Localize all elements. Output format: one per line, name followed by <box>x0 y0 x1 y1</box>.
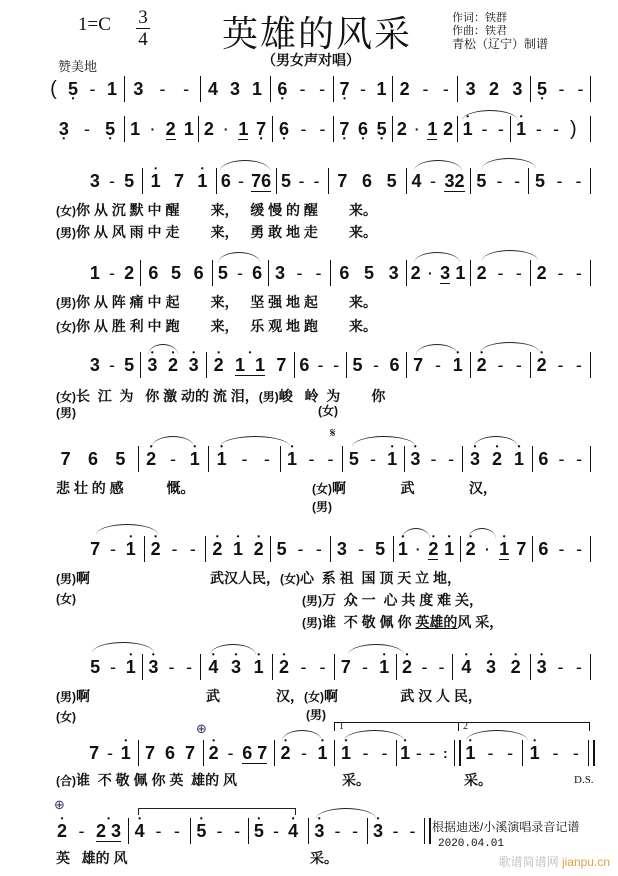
volta-1: 1 <box>334 722 459 731</box>
lyric-line: (女)啊 武 汉， <box>312 480 497 496</box>
lyric-line: 武汉人民，(女)心 系 祖 国 顶 天 立 地， <box>210 570 462 586</box>
transcription-note: 根据迪迷/小溪演唱录音记谱 <box>432 820 580 834</box>
measure: • 2 - - <box>472 352 528 378</box>
measure: • 3 - - <box>369 818 421 844</box>
measure: • 3 - - <box>144 654 198 680</box>
measure: 3 - 5 <box>336 539 386 559</box>
measure: • 4 • 3 • 2 <box>454 654 528 680</box>
measure: 1 - 2 <box>89 263 135 283</box>
measure: • 2 - • 1 <box>140 446 206 472</box>
lyric-line: (女)你 从 沉 默 中 醒 来， 缓 慢 的 醒 来。 <box>56 202 378 218</box>
lyric-line: (男)啊 <box>56 570 90 586</box>
lyric-line: (男) <box>312 500 332 514</box>
measure: • 4 • 3 • 1 <box>202 654 270 680</box>
measure: 3 - - <box>133 79 190 99</box>
measure: 5 - - <box>534 171 582 191</box>
measure: • 1 - - <box>524 740 586 766</box>
time-bottom: 4 <box>138 29 148 50</box>
measure: • 3 • 2 • 1 <box>464 446 530 472</box>
measure: 5 - - <box>276 539 322 559</box>
time-top: 3 <box>138 7 148 28</box>
measure: 5 - - <box>280 171 320 191</box>
measure: • 2 - - <box>398 654 450 680</box>
tie <box>96 524 158 535</box>
measure: 5 - - <box>476 171 521 191</box>
tempo-marking: 赞美地 <box>58 59 98 74</box>
credits <box>452 12 548 51</box>
measure: 7 - • 1 <box>408 352 468 378</box>
measure: 7 - • 1 <box>336 654 394 680</box>
volta-2: 2 <box>458 722 590 731</box>
measure: 5 - 6 <box>217 263 263 283</box>
measure: • 1 - - <box>282 446 340 472</box>
measure: • 1 · • 2 • 1 <box>395 536 457 562</box>
lyric-line: 悲 壮 的 感 慨。 <box>56 480 195 496</box>
watermark-en: jianpu.cn <box>561 855 610 869</box>
lyricist: 作词：铁群 <box>452 12 507 24</box>
measure: • 1 7 • 1 <box>144 168 214 194</box>
song-title: 英雄的风采 <box>222 14 413 55</box>
measure: 7 6 5 <box>60 449 126 469</box>
measure: • 1 - - <box>460 740 520 766</box>
measure: 3 2 3 <box>465 79 523 99</box>
measure: 5 - • 1 <box>86 654 140 680</box>
measure: 7 - • 1 <box>86 740 134 766</box>
tie <box>92 642 154 653</box>
measure: • 2 - • 2 3 <box>52 818 126 844</box>
time-signature <box>136 8 150 49</box>
ds-marking: D.S. <box>574 774 594 786</box>
measure: 2 - - <box>399 79 449 99</box>
measure: 6 5 6 <box>148 263 204 283</box>
lyric-line: (男) <box>56 406 76 420</box>
measure: 4 3 1 <box>207 79 262 99</box>
lyric-line: (女)你 从 胜 利 中 跑 来， 乐 观 地 跑 来。 <box>56 318 378 334</box>
measure: • 1 - - : <box>398 740 452 766</box>
measure: • 5 - • 4 <box>250 818 302 844</box>
lyric-line: (女) <box>56 710 76 724</box>
measure: 7 6 5 <box>337 171 397 191</box>
measure: • 2 - • 1 <box>276 740 332 766</box>
lyric-line: 汉，(女)啊 武 汉 人 民， <box>276 688 482 704</box>
coda-icon: ⊕ <box>54 798 65 813</box>
transcription-date: 2020.04.01 <box>438 838 505 850</box>
measure: 5 - 6 <box>352 355 400 375</box>
lyric-line: (女) <box>318 404 338 418</box>
measure: • 2 · • 1 7 <box>462 536 530 562</box>
measure: • 3 • 2 • 3 <box>142 352 204 378</box>
staff-row-1 <box>0 76 618 116</box>
measure: 7 6 7 <box>144 743 195 763</box>
measure: • 5 - - <box>192 818 246 844</box>
song-subtitle: （男女声对唱） <box>262 52 360 68</box>
measure: • 2 - - <box>146 536 202 562</box>
measure: 6 - 76 <box>220 170 272 191</box>
measure: 6 - - <box>538 449 583 469</box>
measure: 5 • - - <box>532 76 590 102</box>
measure: 2 · 1 7 • <box>200 116 270 142</box>
measure: 3 - 5 <box>89 171 135 191</box>
measure: • 2 • 1 • 2 <box>207 536 269 562</box>
measure: • 3 - - <box>406 446 460 472</box>
measure: 6 5 3 <box>339 263 399 283</box>
measure: 6 • - - <box>272 76 332 102</box>
measure: 6 - - <box>538 539 583 559</box>
lyric-line: (男)你 从 风 雨 中 走 来， 勇 敢 地 走 来。 <box>56 224 378 240</box>
key-signature: 1=C <box>78 14 111 35</box>
measure: • 4 - - <box>130 818 186 844</box>
lyric-line: 采。 <box>310 850 338 866</box>
measure: • 1 - - <box>459 116 509 142</box>
measure: 7 • 6 • 5 • <box>335 116 391 142</box>
lyric-line: (女) <box>56 592 76 606</box>
measure: 6 - - <box>299 355 340 375</box>
measure: • 1 - - <box>210 446 278 472</box>
measure: 3 • - 5 • <box>52 116 122 142</box>
lyric-line: (男) <box>306 708 326 722</box>
lyric-line: (女)长 江 为 你 激 动的 流 泪，(男)峻 岭 为 你 <box>56 388 386 404</box>
measure: • 2 - - <box>532 352 588 378</box>
measure: • 3 - - <box>310 818 364 844</box>
measure: 4 - 32 <box>411 170 465 191</box>
composer: 作曲：铁君 <box>452 25 507 37</box>
lyric-line: 采。 <box>464 772 492 788</box>
watermark-cn: 歌谱简谱网 <box>498 855 559 869</box>
measure: 3 - 5 <box>89 355 135 375</box>
coda-icon: ⊕ <box>196 722 207 737</box>
lyric-line: 武 <box>206 688 220 704</box>
measure: 3 - - <box>274 263 322 283</box>
lyric-line: 采。 <box>342 772 370 788</box>
measure: 2 · 3 1 <box>410 262 466 283</box>
measure: 7 - • 1 <box>86 536 140 562</box>
segno-icon: 𝄋 <box>330 426 336 441</box>
measure: 2 - - <box>536 263 582 283</box>
measure: 7 • - 1 <box>335 76 391 102</box>
staff-row-2 <box>0 116 618 156</box>
measure: • 1 - - ) <box>512 116 582 142</box>
measure: • 2 - 6 7 <box>205 740 271 766</box>
lyric-line: (男)万 众 一 心 共 度 难 关， <box>302 592 484 608</box>
measure: • 2 • 1 1 7 <box>208 352 292 378</box>
measure: 2 - - <box>476 263 522 283</box>
measure: 6 • - - <box>274 116 332 142</box>
measure: • 1 - - <box>336 740 394 766</box>
lyric-line: (男)谁 不 敬 佩 你 英雄的风 采， <box>302 614 504 630</box>
watermark <box>499 853 610 870</box>
tie <box>138 808 296 815</box>
lyric-line: (男)你 从 阵 痛 中 起 来， 坚 强 地 起 来。 <box>56 294 378 310</box>
measure: • 3 - - <box>532 654 588 680</box>
measure: ( 5 • - 1 <box>44 76 122 102</box>
arranger: 青松（辽宁）制谱 <box>452 37 549 51</box>
measure: 1 · 2 1 <box>130 118 194 139</box>
measure: 2 · 1 2 <box>396 118 454 139</box>
lyric-line: (合)谁 不 敬 佩 你 英 雄的 风 <box>56 772 238 788</box>
measure: • 2 - - <box>274 654 332 680</box>
lyric-line: 英 雄的 风 <box>56 850 128 866</box>
lyric-line: (男)啊 <box>56 688 90 704</box>
measure: 5 - • 1 <box>344 446 402 472</box>
